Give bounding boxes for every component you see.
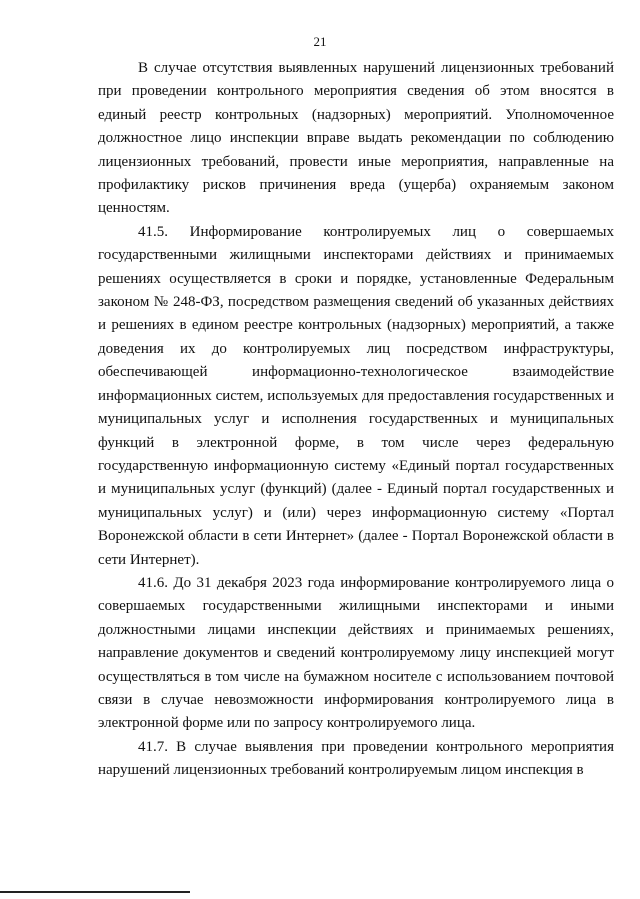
document-body: [98, 57, 614, 783]
paragraph-41-7: 41.7. В случае выявления при проведении контрольного мероприятия нарушений лицензионных требований контролируемым лицом инспекция в: [98, 738, 614, 779]
paragraph-41-6: 41.6. До 31 декабря 2023 года информирование контролируемого лица о совершаемых государственными жилищными инспекторами и иными должностными лицами инспекции действиях и принимаемых решениях, направление документов и сведений контролируемому лицу инспекцией могут осуществляться в том числе на бумажном носителе с использованием почтовой связи в случае невозможности информирования контролируемого лица в электронной форме или по запросу контролируемого лица.: [98, 574, 614, 732]
paragraph-41-5: 41.5. Информирование контролируемых лиц о совершаемых государственными жилищными инспекторами действиях и принимаемых решениях осуществляется в сроки и порядке, установленные Федеральным законом № 248-ФЗ, посредством размещения сведений об указанных действиях и решениях в едином реестре контрольных (надзорных) мероприятий, а также доведения их до контролируемых лиц посредством инфраструктуры, обеспечивающей информационно-технологическое взаимодействие информационных систем, используемых для предоставления государственных и муниципальных услуг и исполнения государственных и муниципальных функций в электронной форме, в том числе через федеральную государственную информационную систему «Единый портал государственных и муниципальных услуг (функций) (далее - Единый портал государственных и муниципальных услуг) и (или) через информационную систему «Портал Воронежской области в сети Интернет» (далее - Портал Воронежской области в сети Интернет).: [98, 223, 614, 568]
footer-divider: [0, 891, 190, 893]
paragraph-no-violations: В случае отсутствия выявленных нарушений лицензионных требований при проведении контрольного мероприятия сведения об этом вносятся в единый реестр контрольных (надзорных) мероприятий. Уполномоченное должностное лицо инспекции вправе выдать рекомендации по соблюдению лицензионных требований, провести иные мероприятия, направленные на профилактику рисков причинения вреда (ущерба) охраняемым законом ценностям.: [98, 60, 614, 217]
page-number: 21: [313, 34, 327, 49]
